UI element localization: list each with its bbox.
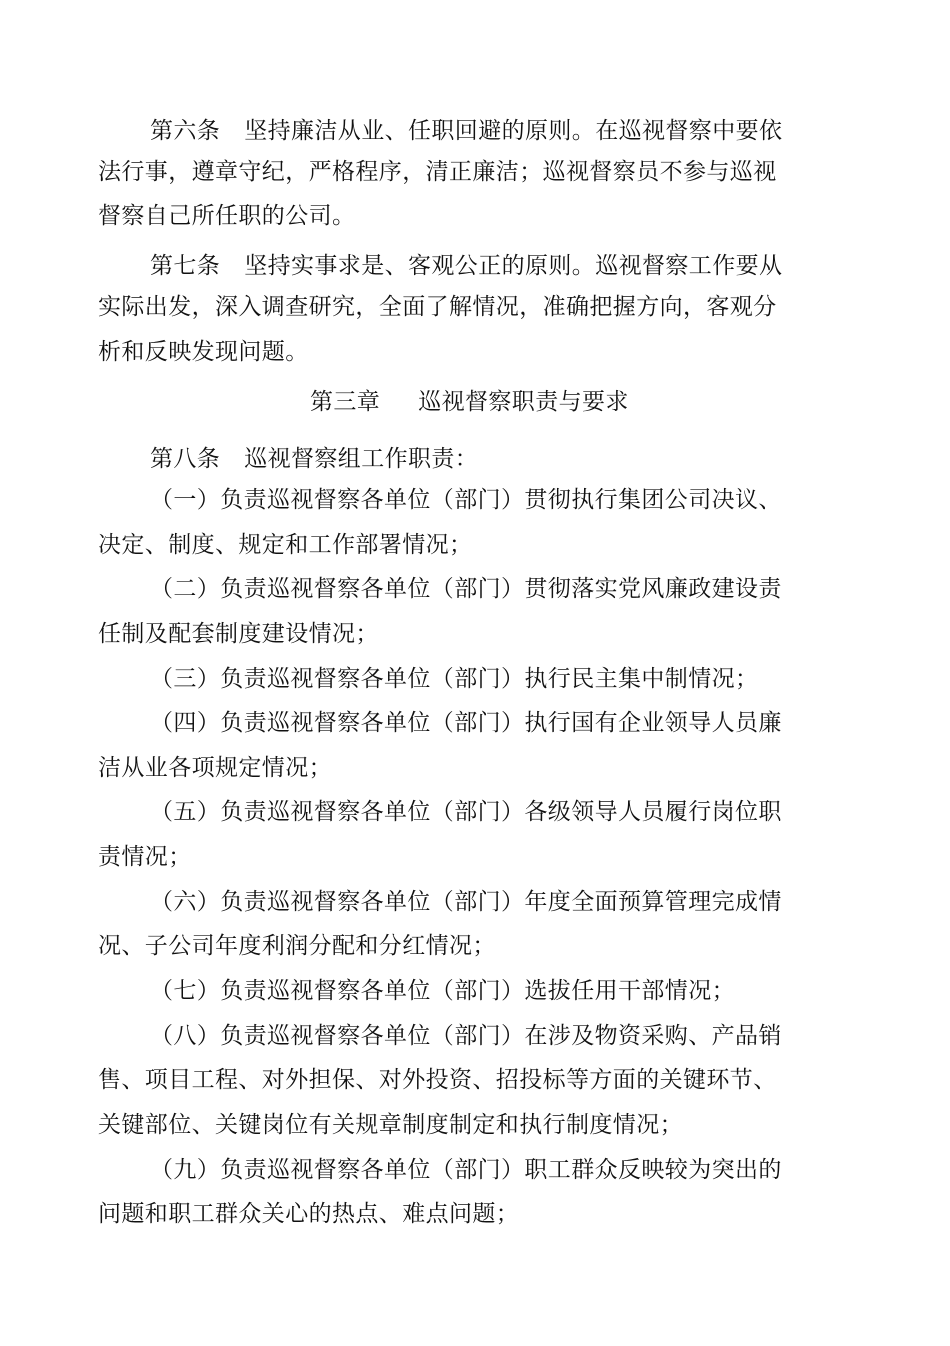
article-7-title: 第七条 — [150, 253, 221, 279]
article-7-line-2: 实际出发，深入调查研究，全面了解情况，准确把握方向，客观分 — [98, 294, 777, 320]
item-1-line-2: 决定、制度、规定和工作部署情况； — [98, 532, 473, 558]
article-7-text-1: 坚持实事求是、客观公正的原则。巡视督察工作要从 — [244, 253, 783, 279]
article-6-line-3: 督察自己所任职的公司。 — [98, 203, 356, 229]
item-3-line-1: （三）负责巡视督察各单位（部门）执行民主集中制情况； — [150, 666, 759, 692]
item-9-line-1: （九）负责巡视督察各单位（部门）职工群众反映较为突出的 — [150, 1157, 782, 1183]
article-7-line-3: 析和反映发现问题。 — [98, 339, 309, 365]
article-8-line — [150, 443, 478, 475]
item-5-line-1: （五）负责巡视督察各单位（部门）各级领导人员履行岗位职 — [150, 799, 782, 825]
item-8-line-1: （八）负责巡视督察各单位（部门）在涉及物资采购、产品销 — [150, 1023, 782, 1049]
article-8-text: 巡视督察组工作职责： — [244, 446, 479, 472]
item-6-line-1: （六）负责巡视督察各单位（部门）年度全面预算管理完成情 — [150, 889, 782, 915]
item-2-line-1: （二）负责巡视督察各单位（部门）贯彻落实党风廉政建设责 — [150, 576, 782, 602]
chapter-title: 巡视督察职责与要求 — [418, 389, 629, 415]
chapter-number: 第三章 — [310, 389, 381, 415]
item-4-line-2: 洁从业各项规定情况； — [98, 755, 332, 781]
article-6-line-1 — [150, 115, 782, 147]
item-5-line-2: 责情况； — [98, 844, 192, 870]
item-7-line-1: （七）负责巡视督察各单位（部门）选拔任用干部情况； — [150, 978, 735, 1004]
chapter-heading — [310, 386, 629, 418]
item-1-line-1: （一）负责巡视督察各单位（部门）贯彻执行集团公司决议、 — [150, 487, 782, 513]
item-8-line-2: 售、项目工程、对外担保、对外投资、招投标等方面的关键环节、 — [98, 1067, 777, 1093]
item-4-line-1: （四）负责巡视督察各单位（部门）执行国有企业领导人员廉 — [150, 710, 782, 736]
article-8-title: 第八条 — [150, 446, 221, 472]
article-6-title: 第六条 — [150, 118, 221, 144]
item-6-line-2: 况、子公司年度利润分配和分红情况； — [98, 933, 496, 959]
article-6-text-1: 坚持廉洁从业、任职回避的原则。在巡视督察中要依 — [244, 118, 783, 144]
article-7-line-1 — [150, 250, 782, 282]
item-2-line-2: 任制及配套制度建设情况； — [98, 621, 379, 647]
article-6-line-2: 法行事，遵章守纪，严格程序，清正廉洁；巡视督察员不参与巡视 — [98, 159, 777, 185]
item-8-line-3: 关键部位、关键岗位有关规章制度制定和执行制度情况； — [98, 1112, 683, 1138]
item-9-line-2: 问题和职工群众关心的热点、难点问题； — [98, 1201, 520, 1227]
